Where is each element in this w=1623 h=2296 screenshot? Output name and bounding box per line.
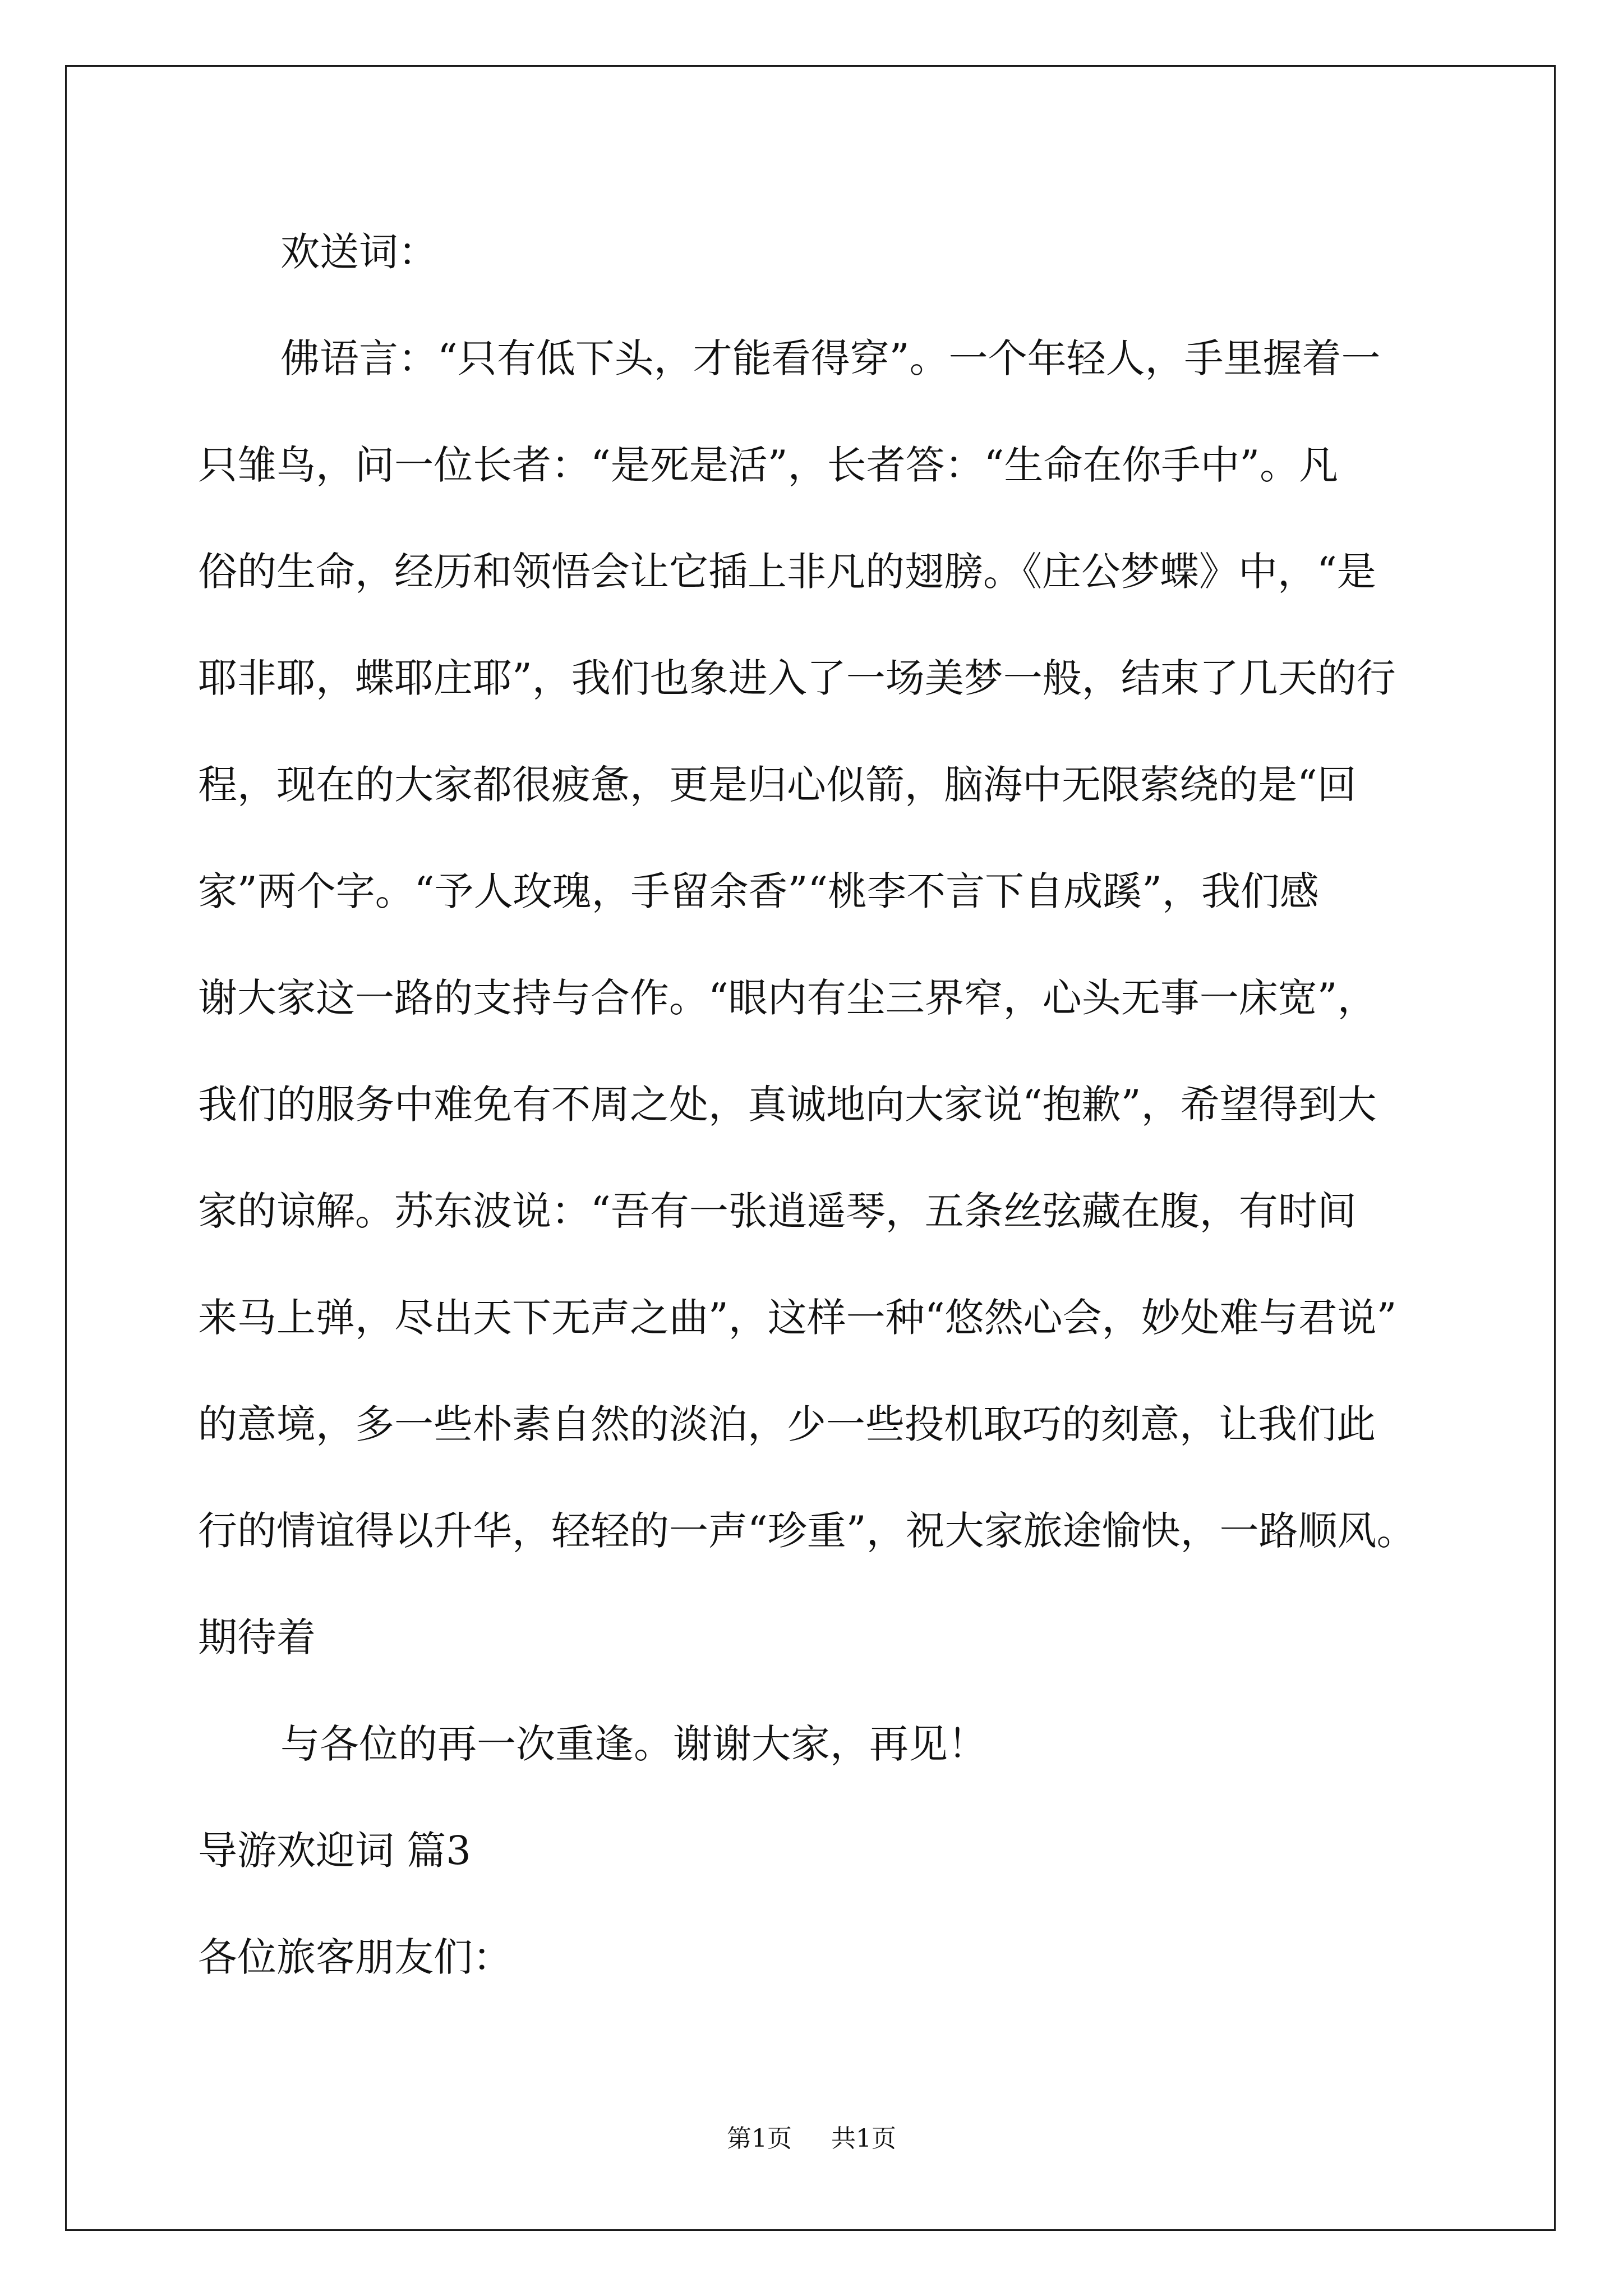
closing-line: 与各位的再一次重逢。谢谢大家，再见！ — [280, 1721, 987, 1767]
body-line-10: 来马上弹，尽出天下无声之曲”，这样一种“悠然心会，妙处难与君说” — [198, 1295, 1397, 1341]
body-line-7: 谢大家这一路的支持与合作。“眼内有尘三界窄，心头无事一床宽”， — [198, 975, 1377, 1021]
greeting-line: 各位旅客朋友们： — [198, 1934, 512, 1980]
section-title: 导游欢迎词 篇3 — [198, 1828, 471, 1874]
body-line-13: 期待着 — [198, 1614, 316, 1660]
body-line-8: 我们的服务中难免有不周之处，真诚地向大家说“抱歉”，希望得到大 — [198, 1082, 1377, 1128]
body-line-9: 家的谅解。苏东波说：“吾有一张逍遥琴，五条丝弦藏在腹，有时间 — [198, 1188, 1357, 1234]
page-number-total: 共1页 — [831, 2124, 896, 2153]
body-line-3: 俗的生命，经历和领悟会让它插上非凡的翅膀。《庄公梦蝶》中，“是 — [198, 549, 1376, 595]
body-line-11: 的意境，多一些朴素自然的淡泊，少一些投机取巧的刻意，让我们此 — [198, 1401, 1376, 1447]
body-line-5: 程，现在的大家都很疲惫，更是归心似箭，脑海中无限萦绕的是“回 — [198, 762, 1357, 808]
page-footer — [0, 2122, 1623, 2156]
page-number-current: 第1页 — [727, 2124, 792, 2153]
body-line-1: 佛语言：“只有低下头，才能看得穿”。一个年轻人，手里握着一 — [280, 335, 1381, 381]
farewell-heading: 欢送词： — [280, 229, 437, 275]
body-line-12: 行的情谊得以升华，轻轻的一声“珍重”，祝大家旅途愉快，一路顺风。 — [198, 1508, 1416, 1554]
body-line-2: 只雏鸟，问一位长者：“是死是活”，长者答：“生命在你手中”。凡 — [198, 442, 1339, 488]
page-border — [65, 65, 1556, 2231]
body-line-6: 家”两个字。“予人玫瑰，手留余香”“桃李不言下自成蹊”，我们感 — [198, 868, 1319, 914]
body-line-4: 耶非耶，蝶耶庄耶”，我们也象进入了一场美梦一般，结束了几天的行 — [198, 655, 1396, 701]
